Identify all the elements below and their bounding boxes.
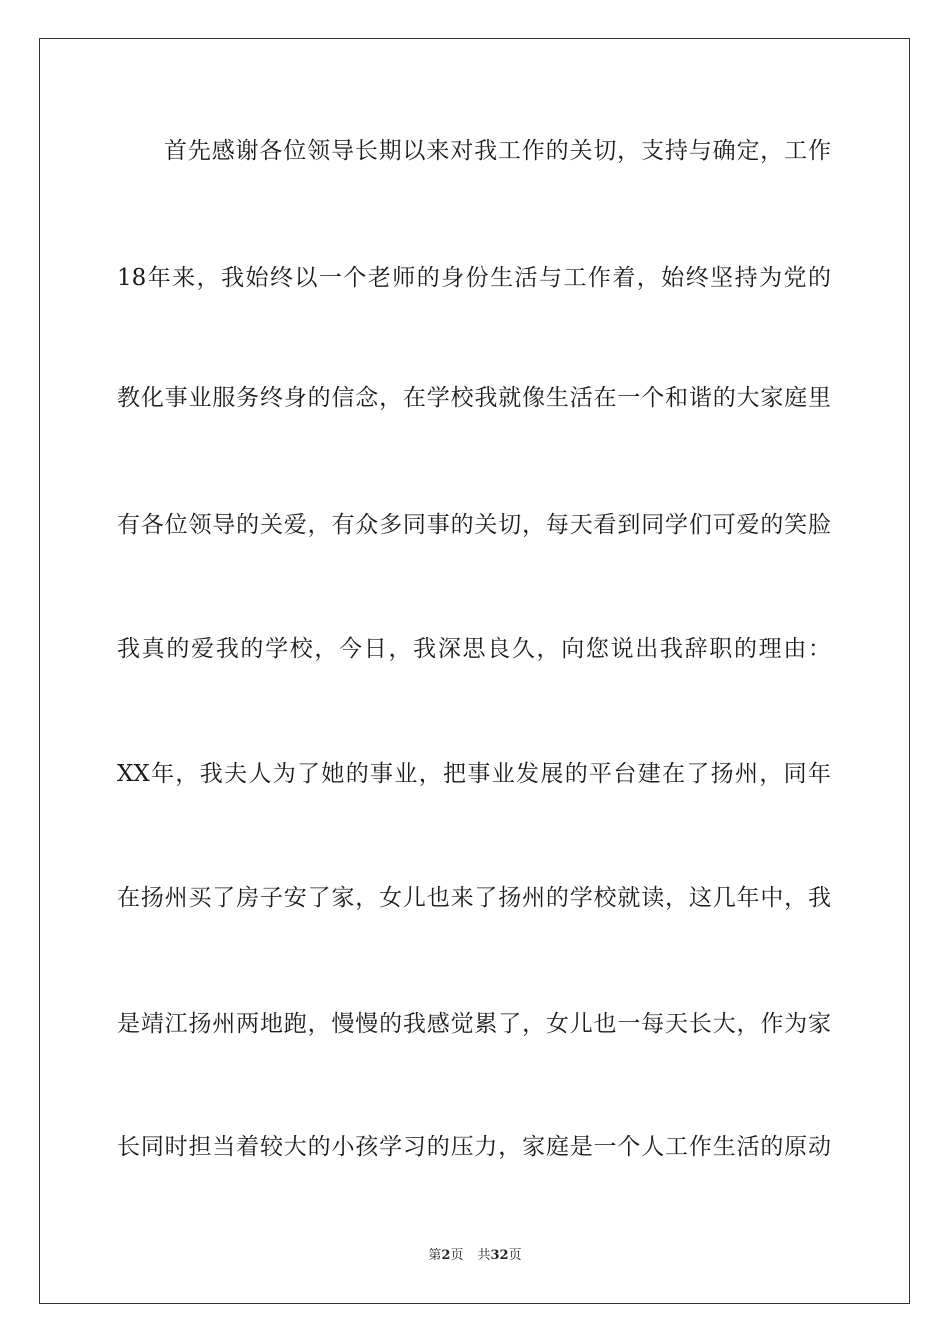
paragraph-line-1: 首先感谢各位领导长期以来对我工作的关切，支持与确定，工作 — [164, 138, 831, 164]
footer-page-number: 2 — [441, 1248, 451, 1263]
page-footer — [0, 1246, 950, 1266]
footer-total-suffix: 页 — [508, 1248, 522, 1263]
page-border — [39, 38, 910, 1304]
footer-total-prefix: 共 — [477, 1248, 491, 1263]
footer-total-pages: 32 — [490, 1248, 509, 1263]
paragraph-line-7: 在扬州买了房子安了家，女儿也来了扬州的学校就读，这几年中，我 — [117, 885, 831, 911]
paragraph-line-4: 有各位领导的关爱，有众多同事的关切，每天看到同学们可爱的笑脸 — [117, 512, 831, 538]
paragraph-line-2: 18年来，我始终以一个老师的身份生活与工作着，始终坚持为党的 — [117, 265, 831, 291]
paragraph-line-9: 长同时担当着较大的小孩学习的压力，家庭是一个人工作生活的原动 — [117, 1134, 831, 1160]
paragraph-line-3: 教化事业服务终身的信念，在学校我就像生活在一个和谐的大家庭里 — [117, 385, 831, 411]
paragraph-line-8: 是靖江扬州两地跑，慢慢的我感觉累了，女儿也一每天长大，作为家 — [117, 1011, 831, 1037]
footer-page-prefix: 第 — [428, 1248, 442, 1263]
paragraph-line-5: 我真的爱我的学校，今日，我深思良久，向您说出我辞职的理由： — [117, 636, 831, 662]
paragraph-line-6: XX年，我夫人为了她的事业，把事业发展的平台建在了扬州，同年 — [117, 761, 831, 787]
footer-page-suffix: 页 — [450, 1248, 464, 1263]
